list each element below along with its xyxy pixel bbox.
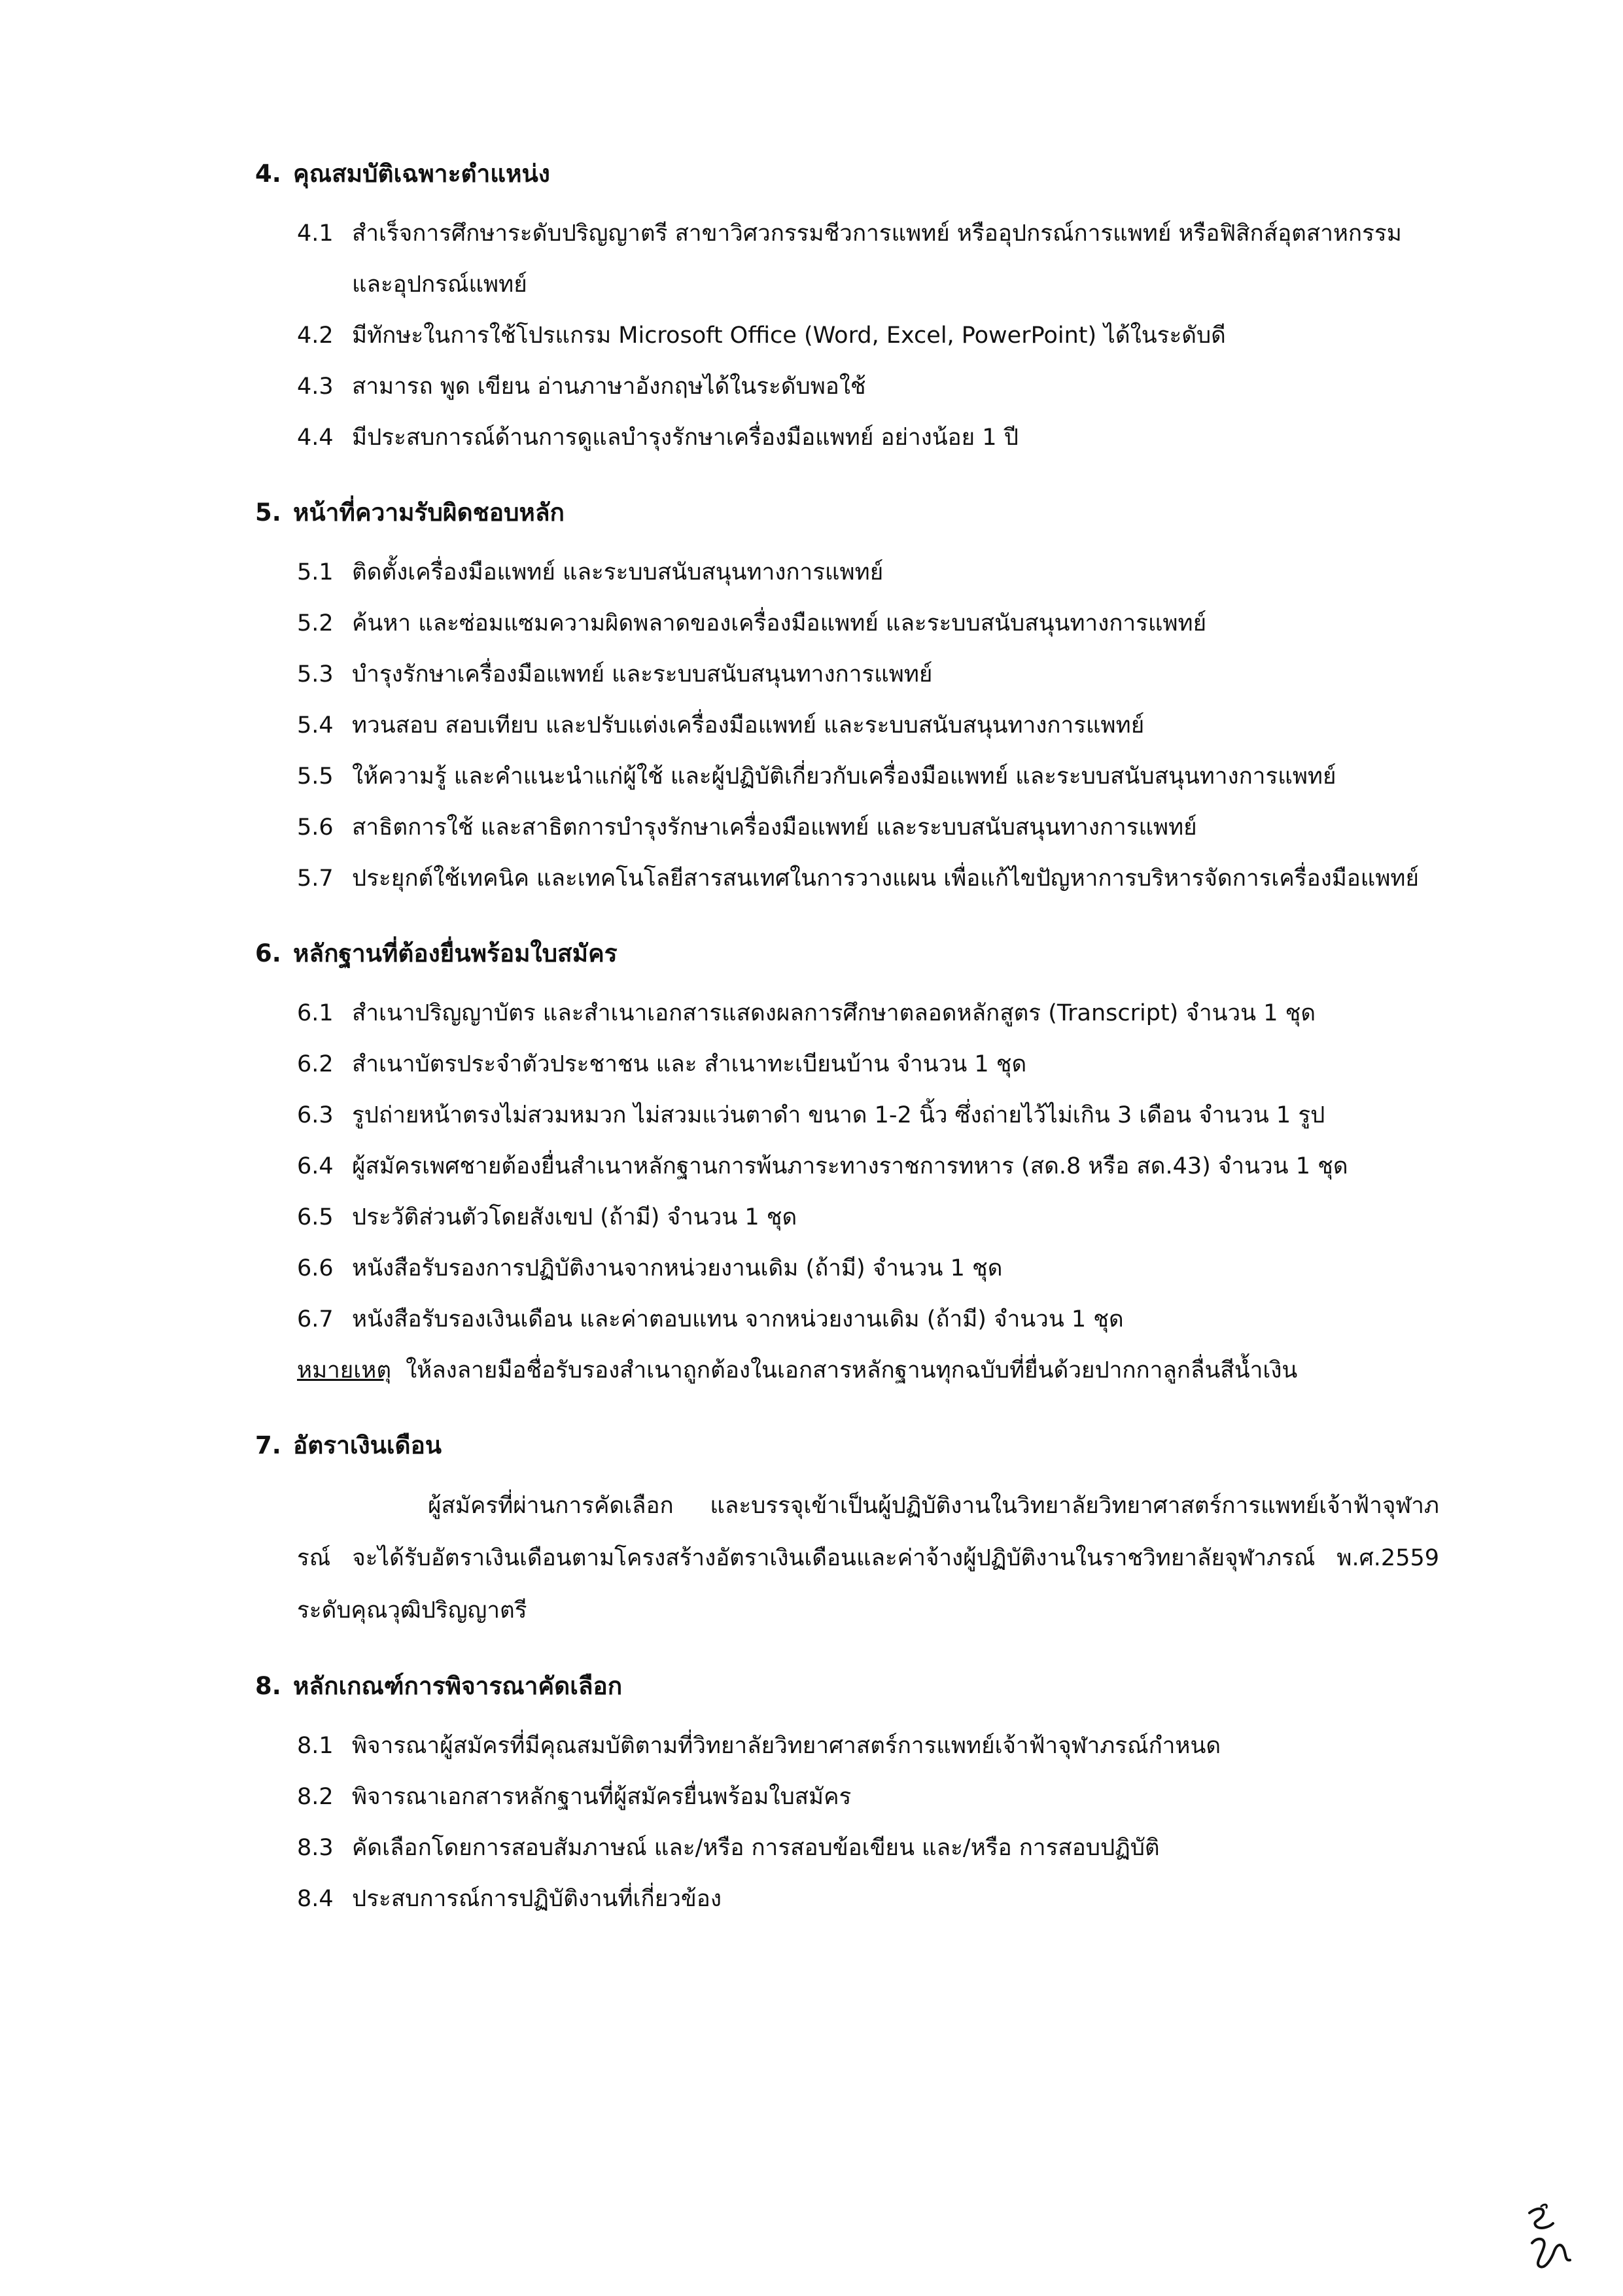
list-item: [255, 1039, 1439, 1090]
item-text: สำเนาบัตรประจำตัวประชาชน และ สำเนาทะเบียนบ้าน จำนวน 1 ชุด: [352, 1051, 1027, 1077]
list-item: [255, 208, 1439, 310]
document-body: [255, 157, 1439, 1957]
item-text: ผู้สมัครเพศชายต้องยื่นสำเนาหลักฐานการพ้นภาระทางราชการทหาร (สด.8 หรือ สด.43) จำนวน 1 ชุด: [352, 1153, 1348, 1179]
list-item: [255, 1192, 1439, 1243]
item-number: 4.3: [297, 374, 334, 400]
item-number: 5.5: [297, 763, 334, 790]
list-item: [255, 751, 1439, 802]
list-item: [255, 649, 1439, 700]
item-text: ประยุกต์ใช้เทคนิค และเทคโนโลยีสารสนเทศในการวางแผน เพื่อแก้ไขปัญหาการบริหารจัดการเครื่องมือแพทย์: [352, 865, 1420, 892]
item-text: บำรุงรักษาเครื่องมือแพทย์ และระบบสนับสนุนทางการแพทย์: [352, 661, 933, 687]
item-number: 5.6: [297, 814, 334, 841]
list-item: [255, 802, 1439, 853]
item-text: สามารถ พูด เขียน อ่านภาษาอังกฤษได้ในระดับพอใช้: [352, 374, 866, 400]
section-title: หลักฐานที่ต้องยื่นพร้อมใบสมัคร: [293, 939, 618, 967]
item-text: ประวัติส่วนตัวโดยสังเขป (ถ้ามี) จำนวน 1 ชุด: [352, 1204, 797, 1230]
list-item: [255, 1090, 1439, 1141]
item-number: 6.3: [297, 1102, 334, 1128]
item-number: 6.2: [297, 1051, 334, 1077]
item-text: พิจารณาเอกสารหลักฐานที่ผู้สมัครยื่นพร้อมใบสมัคร: [352, 1784, 852, 1810]
item-text: มีทักษะในการใช้โปรแกรม Microsoft Office (Word, Excel, PowerPoint) ได้ในระดับดี: [352, 322, 1226, 349]
section-required-documents: [255, 937, 1439, 1396]
item-text: พิจารณาผู้สมัครที่มีคุณสมบัติตามที่วิทยาลัยวิทยาศาสตร์การแพทย์เจ้าฟ้าจุฬาภรณ์กำหนด: [352, 1733, 1221, 1759]
section-title: คุณสมบัติเฉพาะตำแหน่ง: [293, 160, 550, 188]
remark-label: หมายเหตุ: [297, 1357, 392, 1383]
list-item: [255, 1294, 1439, 1345]
item-number: 6.7: [297, 1306, 334, 1332]
item-text: ประสบการณ์การปฏิบัติงานที่เกี่ยวข้อง: [352, 1886, 722, 1912]
section-number: 4.: [255, 160, 281, 188]
section-qualifications: [255, 157, 1439, 463]
item-number: 8.2: [297, 1784, 334, 1810]
section-responsibilities: [255, 496, 1439, 904]
section-number: 6.: [255, 939, 281, 967]
section-title: อัตราเงินเดือน: [293, 1431, 442, 1459]
section-number: 7.: [255, 1431, 281, 1459]
item-number: 5.3: [297, 661, 334, 687]
list-item: [255, 412, 1439, 463]
item-number: 8.4: [297, 1886, 334, 1912]
section-number: 5.: [255, 498, 281, 527]
list-item: [255, 853, 1439, 904]
item-number: 6.4: [297, 1153, 334, 1179]
item-number: 5.7: [297, 865, 334, 892]
item-text: มีประสบการณ์ด้านการดูแลบำรุงรักษาเครื่องมือแพทย์ อย่างน้อย 1 ปี: [352, 425, 1019, 451]
item-text: ให้ความรู้ และคำแนะนำแก่ผู้ใช้ และผู้ปฏิบัติเกี่ยวกับเครื่องมือแพทย์ และระบบสนับสนุนทางการแพทย์: [352, 763, 1336, 790]
list-item: [255, 310, 1439, 361]
item-number: 4.4: [297, 425, 334, 451]
remark-note: [255, 1345, 1439, 1396]
item-number: 6.6: [297, 1255, 334, 1281]
item-text: สาธิตการใช้ และสาธิตการบำรุงรักษาเครื่องมือแพทย์ และระบบสนับสนุนทางการแพทย์: [352, 814, 1197, 841]
list-item: [255, 1822, 1439, 1873]
item-number: 8.1: [297, 1733, 334, 1759]
item-text: หนังสือรับรองการปฏิบัติงานจากหน่วยงานเดิม (ถ้ามี) จำนวน 1 ชุด: [352, 1255, 1003, 1281]
section-heading: [255, 496, 1439, 530]
list-item: [255, 1771, 1439, 1822]
item-text: ติดตั้งเครื่องมือแพทย์ และระบบสนับสนุนทางการแพทย์: [352, 559, 884, 585]
section-heading: [255, 937, 1439, 971]
section-title: หลักเกณฑ์การพิจารณาคัดเลือก: [293, 1672, 623, 1700]
section-heading: [255, 157, 1439, 191]
list-item: [255, 1873, 1439, 1924]
list-item: [255, 1720, 1439, 1771]
salary-paragraph: ผู้สมัครที่ผ่านการคัดเลือก และบรรจุเข้าเป็นผู้ปฏิบัติงานในวิทยาลัยวิทยาศาสตร์การแพทย์เจ้าฟ้าจุฬาภรณ์ จะได้รับอัตราเงินเดือนตามโครงสร้างอัตราเงินเดือนและค่าจ้างผู้ปฏิบัติงานในราชวิทยาลัยจุฬาภรณ์ พ.ศ.2559 ระดับคุณวุฒิปริญญาตรี: [297, 1493, 1439, 1624]
section-title: หน้าที่ความรับผิดชอบหลัก: [293, 498, 565, 527]
handwritten-initials: [1518, 2201, 1577, 2273]
section-heading: [255, 1669, 1439, 1703]
list-item: [255, 988, 1439, 1039]
remark-text: ให้ลงลายมือชื่อรับรองสำเนาถูกต้องในเอกสารหลักฐานทุกฉบับที่ยื่นด้วยปากกาลูกลื่นสีน้ำเงิน: [406, 1357, 1298, 1383]
item-number: 5.1: [297, 559, 334, 585]
item-number: 5.2: [297, 610, 334, 636]
section-number: 8.: [255, 1672, 281, 1700]
item-number: 4.1: [297, 220, 334, 247]
list-item: [255, 361, 1439, 412]
list-item: [255, 1141, 1439, 1192]
item-text: ค้นหา และซ่อมแซมความผิดพลาดของเครื่องมือแพทย์ และระบบสนับสนุนทางการแพทย์: [352, 610, 1207, 636]
item-number: 8.3: [297, 1835, 334, 1861]
item-number: 5.4: [297, 712, 334, 739]
list-item: [255, 700, 1439, 751]
item-number: 6.5: [297, 1204, 334, 1230]
section-selection-criteria: [255, 1669, 1439, 1924]
item-number: 6.1: [297, 1000, 334, 1026]
item-text: ทวนสอบ สอบเทียบ และปรับแต่งเครื่องมือแพทย์ และระบบสนับสนุนทางการแพทย์: [352, 712, 1145, 739]
item-text: รูปถ่ายหน้าตรงไม่สวมหมวก ไม่สวมแว่นตาดำ ขนาด 1-2 นิ้ว ซึ่งถ่ายไว้ไม่เกิน 3 เดือน จำนวน 1 รูป: [352, 1102, 1325, 1128]
list-item: [255, 1243, 1439, 1294]
section-salary: [255, 1429, 1439, 1637]
item-text: คัดเลือกโดยการสอบสัมภาษณ์ และ/หรือ การสอบข้อเขียน และ/หรือ การสอบปฏิบัติ: [352, 1835, 1160, 1861]
item-number: 4.2: [297, 322, 334, 349]
item-text: สำเนาปริญญาบัตร และสำเนาเอกสารแสดงผลการศึกษาตลอดหลักสูตร (Transcript) จำนวน 1 ชุด: [352, 1000, 1316, 1026]
item-text: หนังสือรับรองเงินเดือน และค่าตอบแทน จากหน่วยงานเดิม (ถ้ามี) จำนวน 1 ชุด: [352, 1306, 1124, 1332]
section-heading: [255, 1429, 1439, 1463]
item-text: สำเร็จการศึกษาระดับปริญญาตรี สาขาวิศวกรรมชีวการแพทย์ หรืออุปกรณ์การแพทย์ หรือฟิสิกส์อุตสาหกรรมและอุปกรณ์แพทย์: [352, 220, 1402, 298]
list-item: [255, 547, 1439, 598]
list-item: [255, 598, 1439, 649]
